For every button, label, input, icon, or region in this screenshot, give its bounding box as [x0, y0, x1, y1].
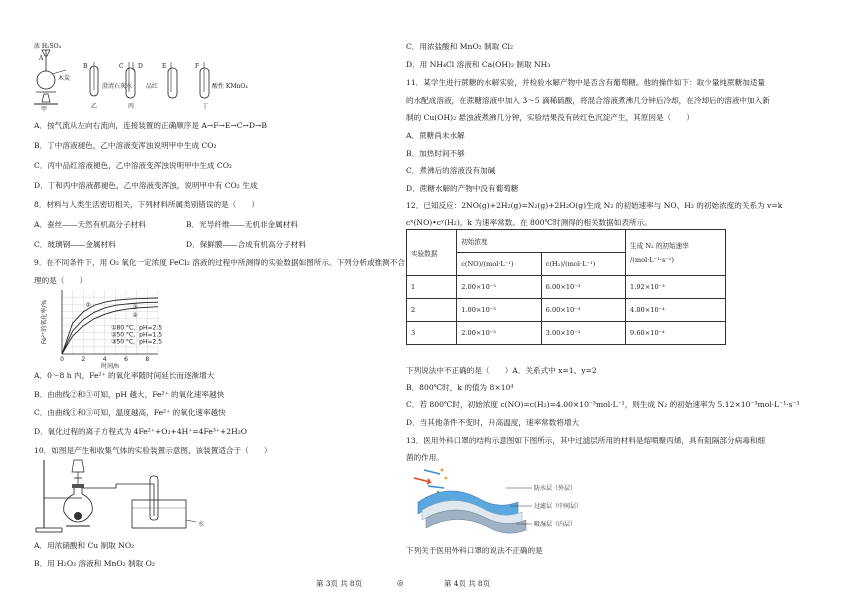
- q10-stem: 10．如图是产生和收集气体的实验装置示意图，该装置适合于（ ）: [34, 446, 272, 455]
- q12-option-d: D．当其他条件不变时，升高温度，速率常数将增大: [406, 418, 580, 427]
- q11-stem-line2: 的水配成溶液，在蔗糖溶液中加入 3～5 滴稀硫酸，将混合溶液煮沸几分钟后冷却，在冷却后的溶液中加入新: [406, 96, 770, 105]
- q9-stem-line2: 理的是（ ）: [34, 276, 88, 285]
- label-f: F: [195, 63, 200, 70]
- q9-option-c: C．由曲线①和③可知，温度越高，Fe²⁺ 的氧化速率越快: [34, 408, 226, 417]
- mask-structure-diagram: [408, 462, 608, 540]
- rate-header-line2: /(mol·L⁻¹·s⁻¹): [630, 255, 674, 264]
- table-cell: 1.92×10⁻³: [626, 276, 726, 299]
- x-tick-label: 4: [102, 356, 107, 363]
- acid-label: 浓 H₂SO₄: [34, 43, 61, 50]
- q9-option-b: B．由曲线②和③可知，pH 越大，Fe²⁺ 的氧化速率越快: [34, 390, 225, 399]
- table-row: [407, 276, 726, 299]
- table-cell: 9.60×10⁻⁴: [626, 322, 726, 345]
- table-header-cell: 初始浓度: [457, 230, 626, 253]
- label-a: A: [39, 55, 44, 62]
- gas-apparatus-figure-q10: [36, 456, 226, 534]
- label-c: C: [119, 63, 124, 70]
- right-page-footer: 第 4页 共 8页: [444, 579, 491, 588]
- left-page: [34, 0, 405, 590]
- q12-stem-line2: cˣ(NO)•cʸ(H₂)，k 为速率常数。在 800℃时测得的相关数据如表所示。: [406, 218, 652, 227]
- q13-stem-line2: 菌的作用。: [406, 453, 444, 462]
- q10-option-d: D．用 NH₄Cl 溶液和 Ca(OH)₂ 制取 NH₃: [406, 60, 551, 69]
- table-header-cell: c(H₂)/(mol·L⁻¹): [541, 253, 625, 276]
- table-cell: 1.00×10⁻³: [457, 299, 541, 322]
- q10-option-b: B．用 H₂O₂ 溶液和 MnO₂ 制取 O₂: [34, 559, 155, 568]
- q7-option-a: A．按气流从左向右流向，连接装置的正确顺序是 A→F→E→C→D→B: [34, 121, 267, 130]
- y-axis-label: Fe²⁺的氧化率/%: [41, 299, 48, 345]
- q7-option-d: D．丁和丙中溶液都褪色，乙中溶液变浑浊，说明甲中有 CO₂ 生成: [34, 181, 258, 190]
- legend-entry: ②50 °C，pH=1.5: [111, 331, 163, 339]
- q11-option-b: B．加热时间不够: [406, 149, 465, 158]
- q8-option-a: A．蚕丝——天然有机高分子材料: [34, 220, 146, 229]
- curve-label: ②: [132, 311, 138, 319]
- label-d: D: [138, 63, 143, 70]
- table-cell: 2.00×10⁻³: [457, 276, 541, 299]
- x-tick-label: 8: [145, 356, 150, 363]
- label-yi: 乙: [91, 103, 98, 110]
- q10-option-c: C．用浓盐酸和 MnO₂ 制取 Cl₂: [406, 42, 514, 51]
- inner-layer-label: 吸湿层（内层）: [534, 521, 577, 528]
- table-cell: 2.00×10⁻³: [457, 322, 541, 345]
- outer-layer-label: 防水层（外层）: [534, 485, 577, 492]
- right-page: [406, 0, 826, 590]
- label-e: E: [162, 63, 167, 70]
- table-cell: 4.80×10⁻⁴: [626, 299, 726, 322]
- q11-option-d: D．蔗糖水解的产物中没有葡萄糖: [406, 184, 519, 193]
- legend-entry: ③50 °C，pH=2.5: [111, 338, 163, 346]
- rate-header-line1: 生成 N₂ 的初始速率: [630, 241, 689, 250]
- q9-option-a: A．0～8 h 内，Fe²⁺ 的氧化率随时间延长而逐渐增大: [34, 371, 215, 380]
- droplet-arrows: [414, 469, 447, 494]
- table-header-cell: 实验数据: [407, 230, 457, 276]
- kinetics-table: [406, 229, 726, 345]
- q8-option-b: B．光导纤维——无机非金属材料: [186, 220, 298, 229]
- q8-option-c: C．玻璃钢——金属材料: [34, 240, 116, 249]
- label-jia: 甲: [41, 106, 48, 113]
- q12-option-c: C．若 800℃时，初始浓度 c(NO)=c(H₂)=4.00×10⁻³mol·L⁻¹，则生成 N₂ 的初始速率为 5.12×10⁻³mol·L⁻¹·s⁻¹: [406, 400, 800, 409]
- table-row: [407, 322, 726, 345]
- table-header-cell: [626, 230, 726, 276]
- q9-stem-line1: 9．在不同条件下，用 O₂ 氧化一定浓度 FeCl₂ 溶液的过程中所测得的实验数据如图所示。下列分析或推测不合: [34, 258, 405, 267]
- q12-option-b: B．800℃时，k 的值为 8×10⁴: [406, 383, 514, 392]
- q7-option-c: C．丙中品红溶液褪色，乙中溶液变浑浊说明甲中生成 CO₂: [34, 161, 232, 170]
- table-header-row: [407, 230, 726, 253]
- q13-question: 下列关于医用外科口罩的说法不正确的是: [406, 546, 543, 555]
- table-header-cell: c(NO)/(mol·L⁻¹): [457, 253, 541, 276]
- binding-mark: ◎: [397, 578, 404, 587]
- curve-label: ①: [85, 301, 91, 309]
- table-cell: 1: [407, 276, 457, 299]
- label-ding: 丁: [202, 103, 209, 110]
- charcoal-label: 木炭: [58, 75, 71, 82]
- q11-stem-line3: 制的 Cu(OH)₂ 悬浊液煮沸几分钟，实验结果没有砖红色沉淀产生，其原因是（ ）: [406, 113, 694, 122]
- q9-option-d: D．氧化过程的离子方程式为 4Fe²⁺+O₂+4H⁺=4Fe³⁺+2H₂O: [34, 427, 247, 436]
- red-label: 品红: [146, 83, 159, 90]
- kmno4-label: 酸性 KMnO₄: [212, 83, 248, 90]
- apparatus-figure-q7: [34, 40, 248, 113]
- q12-stem2: 下列说法中不正确的是（ ）A．关系式中 x=1、y=2: [406, 366, 597, 375]
- x-tick-label: 6: [124, 356, 128, 363]
- left-page-footer: 第 3页 共 8页: [316, 579, 363, 588]
- label-b: B: [83, 63, 88, 70]
- fe-oxidation-chart: [38, 287, 168, 370]
- q13-stem-line1: 13．医用外科口罩的结构示意图如下图所示，其中过滤层所用的材料是熔喷聚丙烯，具有阻隔部分病毒和细: [406, 436, 765, 445]
- water-label: 水: [198, 521, 205, 528]
- q11-option-a: A．蔗糖尚未水解: [406, 131, 465, 140]
- x-axis-label: 时间/h: [101, 363, 119, 370]
- table-cell: 6.00×10⁻³: [541, 299, 625, 322]
- q8-stem: 8．材料与人类生活密切相关，下列材料所属类别错误的是（ ）: [34, 200, 260, 209]
- table-row: [407, 299, 726, 322]
- table-cell: 6.00×10⁻³: [541, 276, 625, 299]
- curve-label: ③: [132, 304, 138, 312]
- q7-option-b: B．丁中溶液褪色，乙中溶液变浑浊说明甲中生成 CO₂: [34, 141, 217, 150]
- q11-stem-line1: 11．某学生进行蔗糖的水解实验，并检验水解产物中是否含有葡萄糖。他的操作如下：取少量纯蔗糖加适量: [406, 78, 765, 87]
- table-cell: 2: [407, 299, 457, 322]
- x-tick-label: 2: [81, 356, 86, 363]
- q8-option-d: D．保鲜膜——合成有机高分子材料: [186, 240, 306, 249]
- table-cell: 3: [407, 322, 457, 345]
- limewater-label: 澄清石灰水: [102, 83, 133, 90]
- label-bing: 丙: [128, 103, 135, 110]
- middle-layer-label: 过滤层（中间层）: [534, 503, 583, 510]
- q11-option-c: C．煮沸后的溶液没有加碱: [406, 166, 496, 175]
- q10-option-a: A．用浓硝酸和 Cu 制取 NO₂: [34, 541, 135, 550]
- x-tick-label: 0: [60, 356, 64, 363]
- table-cell: 3.00×10⁻³: [541, 322, 625, 345]
- q12-stem-line1: 12．已知反应：2NO(g)+2H₂(g)=N₂(g)+2H₂O(g)生成 N₂ 的初始速率与 NO、H₂ 的初始浓度的关系为 v=k: [406, 201, 783, 210]
- legend-entry: ①80 °C，pH=2.5: [111, 324, 163, 332]
